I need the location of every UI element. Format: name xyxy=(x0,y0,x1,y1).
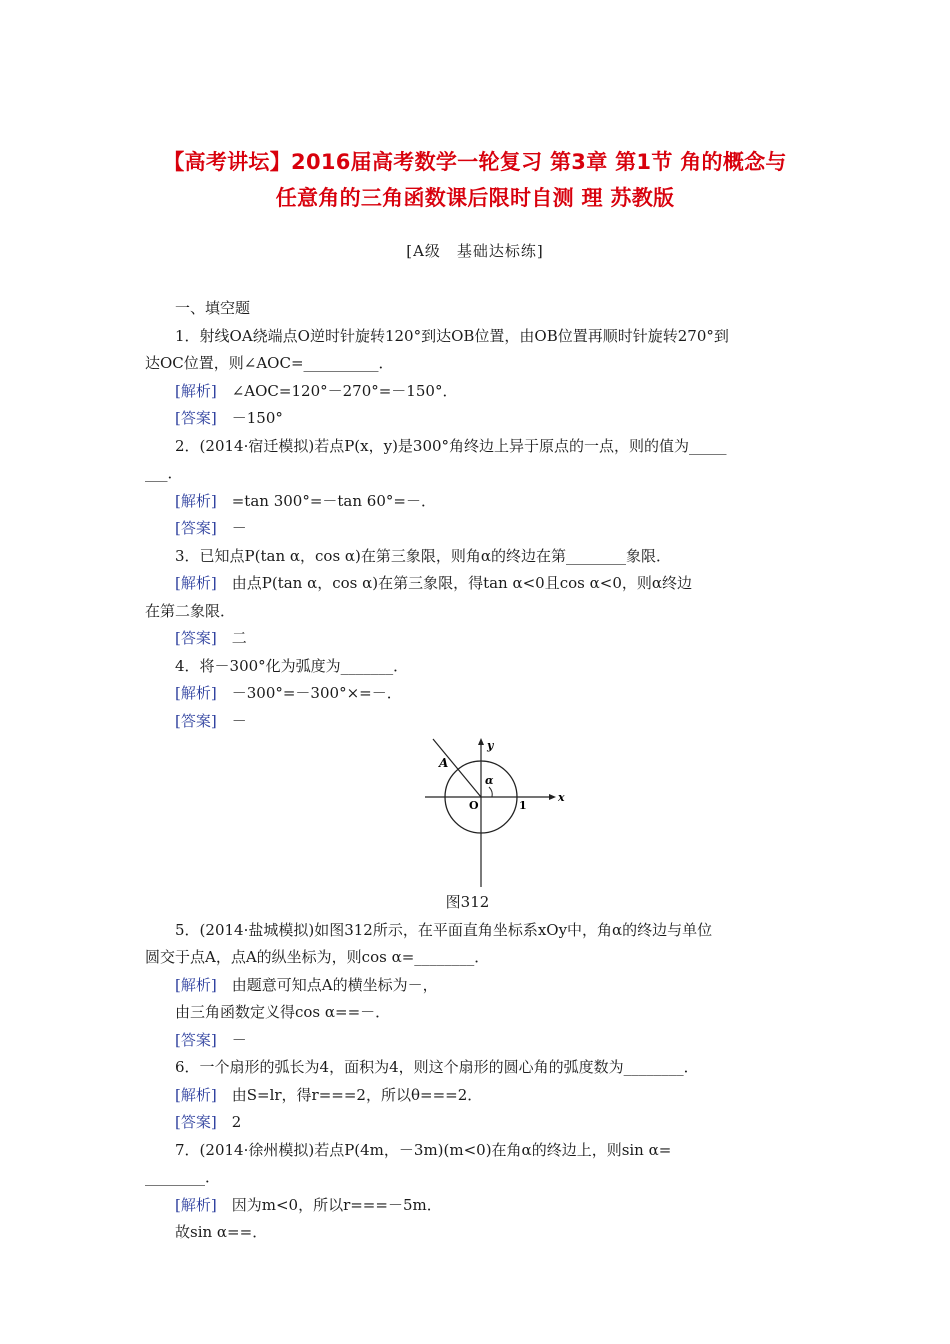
answer-6 xyxy=(145,1109,810,1137)
figure-caption: 图312 xyxy=(445,893,490,911)
unit-circle-diagram xyxy=(425,737,565,887)
answer-4-text: － xyxy=(231,711,247,730)
question-2-line-1: 2．(2014·宿迁模拟)若点P(x，y)是300°角终边上异于原点的一点，则的值为_____ xyxy=(175,436,727,455)
question-2-line-2: ___． xyxy=(145,464,183,482)
section-heading: 一、填空题 xyxy=(175,299,251,317)
analysis-5-text: 由题意可知点A的横坐标为－， xyxy=(231,975,438,994)
answer-1-text: －150° xyxy=(231,409,283,427)
x-label: x xyxy=(558,791,565,804)
analysis-tag: [解析] xyxy=(175,381,217,400)
y-axis-arrow xyxy=(478,738,484,745)
question-3-line-1: 3．已知点P(tan α，cos α)在第三象限，则角α的终边在第________象限． xyxy=(175,546,672,565)
answer-1 xyxy=(145,405,810,433)
analysis-tag: [解析] xyxy=(175,574,217,592)
analysis-tag: [解析] xyxy=(175,1085,217,1104)
answer-3-text: 二 xyxy=(231,629,247,647)
question-4-line-1: 4．将－300°化为弧度为_______． xyxy=(175,656,409,675)
answer-tag: [答案] xyxy=(175,1030,217,1049)
analysis-tag: [解析] xyxy=(175,684,217,702)
answer-3 xyxy=(145,625,810,653)
analysis-3 xyxy=(145,570,810,598)
question-7-line-1: 7．(2014·徐州模拟)若点P(4m，－3m)(m<0)在角α的终边上，则sin α= xyxy=(175,1140,672,1159)
origin-label: O xyxy=(469,799,479,812)
question-1-line-1: 1．射线OA绕端点O逆时针旋转120°到达OB位置，由OB位置再顺时针旋转270°到 xyxy=(175,326,729,345)
answer-5 xyxy=(145,1027,810,1055)
one-label: 1 xyxy=(519,799,527,812)
answer-tag: [答案] xyxy=(175,711,217,730)
unit-circle-figure xyxy=(145,737,810,889)
answer-2-text: － xyxy=(231,519,247,537)
x-axis-arrow xyxy=(549,794,556,800)
answer-tag: [答案] xyxy=(175,519,217,537)
analysis-1-text: ∠AOC=120°－270°=－150°． xyxy=(231,381,458,400)
analysis-7 xyxy=(145,1192,810,1220)
alpha-label: α xyxy=(485,774,494,787)
analysis-5-line-2: 由三角函数定义得cos α==－． xyxy=(175,1003,391,1021)
document-title xyxy=(120,144,830,216)
question-6-line-1: 6．一个扇形的弧长为4，面积为4，则这个扇形的圆心角的弧度数为________． xyxy=(175,1058,699,1076)
answer-tag: [答案] xyxy=(175,1113,217,1131)
analysis-2 xyxy=(145,488,810,516)
answer-5-text: － xyxy=(231,1030,247,1049)
document-body xyxy=(145,295,810,1247)
analysis-2-text: =tan 300°=－tan 60°=－． xyxy=(231,491,436,510)
question-5-line-1: 5．(2014·盐城模拟)如图312所示，在平面直角坐标系xOy中，角α的终边与单位 xyxy=(175,920,713,939)
analysis-1 xyxy=(145,378,810,406)
answer-2 xyxy=(145,515,810,543)
analysis-tag: [解析] xyxy=(175,975,217,994)
y-label: y xyxy=(487,739,494,752)
angle-arc xyxy=(489,787,492,797)
question-1-line-2: 达OC位置，则∠AOC=__________． xyxy=(145,354,394,372)
point-a-label: A xyxy=(439,756,449,770)
answer-tag: [答案] xyxy=(175,409,217,427)
analysis-7-text: 因为m<0，所以r===－5m． xyxy=(231,1195,442,1214)
title-line-1: 【高考讲坛】2016届高考数学一轮复习 第3章 第1节 角的概念与 xyxy=(163,150,787,174)
analysis-5 xyxy=(145,972,810,1000)
answer-6-text: 2 xyxy=(231,1113,242,1131)
analysis-6-text: 由S=lr，得r===2，所以θ===2． xyxy=(231,1085,483,1104)
answer-tag: [答案] xyxy=(175,629,217,647)
level-label: [A级 基础达标练] xyxy=(406,242,544,260)
question-7-line-2: ________． xyxy=(145,1168,221,1186)
answer-4 xyxy=(145,708,810,736)
analysis-6 xyxy=(145,1082,810,1110)
analysis-tag: [解析] xyxy=(175,491,217,510)
analysis-4 xyxy=(145,680,810,708)
analysis-7-line-2: 故sin α==． xyxy=(175,1223,268,1241)
analysis-4-text: －300°=－300°×=－． xyxy=(231,684,402,702)
question-5-line-2: 圆交于点A，点A的纵坐标为，则cos α=________． xyxy=(145,948,490,966)
analysis-tag: [解析] xyxy=(175,1195,217,1214)
title-line-2: 任意角的三角函数课后限时自测 理 苏教版 xyxy=(275,186,675,210)
analysis-3-text: 由点P(tan α，cos α)在第三象限，得tan α<0且cos α<0，则α终边 xyxy=(231,574,692,592)
analysis-3-line-2: 在第二象限． xyxy=(145,601,236,620)
